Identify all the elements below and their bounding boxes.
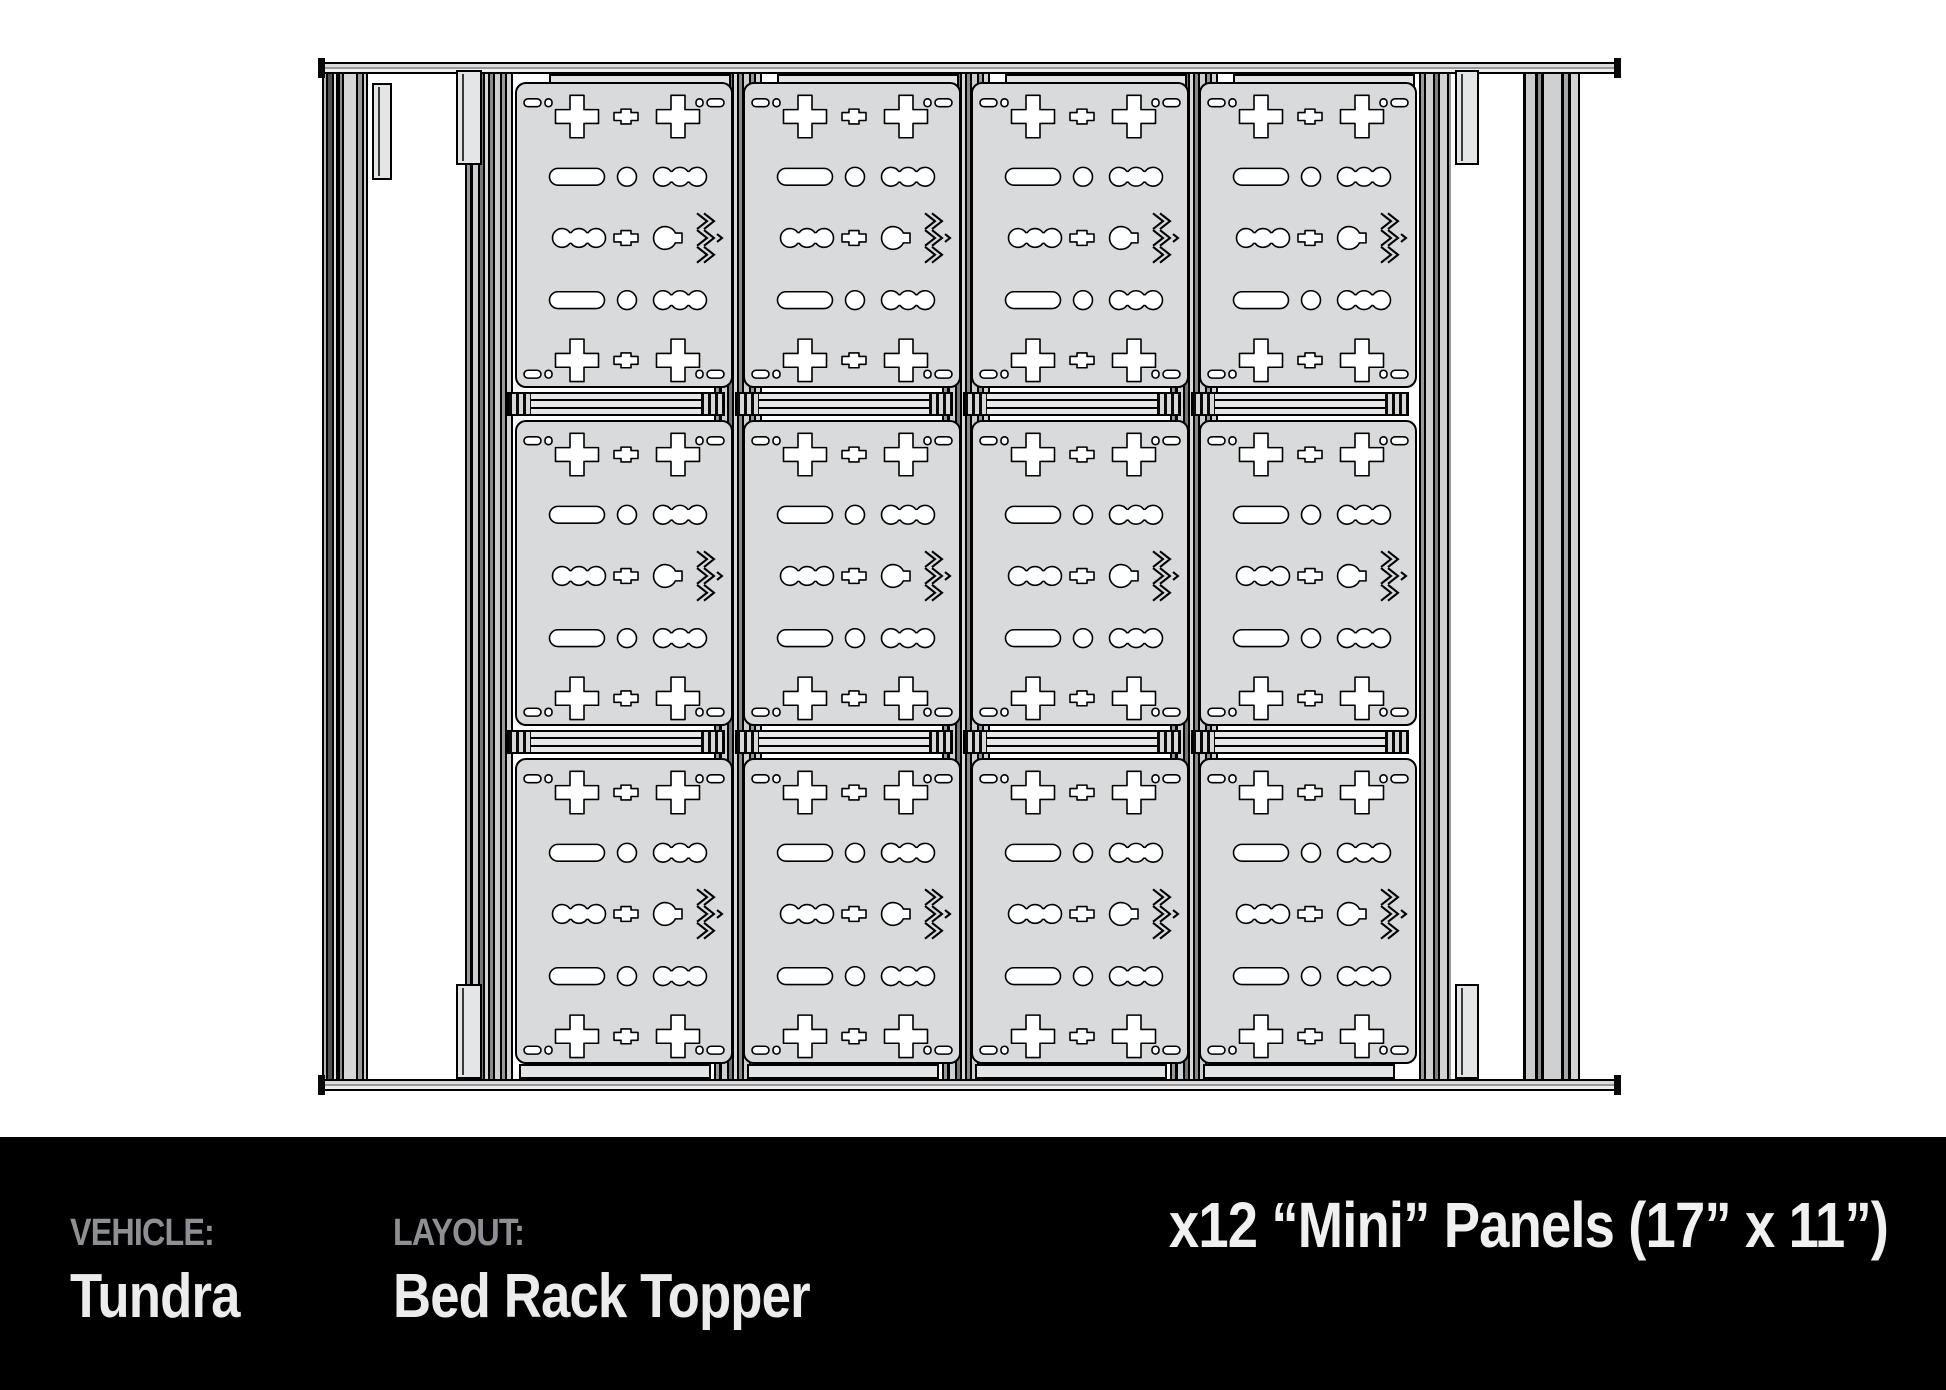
left-side-rail bbox=[322, 73, 368, 1079]
mini-panel bbox=[1199, 82, 1417, 388]
crossbar-end-cap bbox=[965, 732, 987, 752]
mount-bracket-bottom-right bbox=[1455, 984, 1479, 1079]
crossbar-line bbox=[531, 399, 701, 401]
mini-panel-drawing bbox=[1199, 420, 1417, 726]
mini-panel-drawing bbox=[515, 420, 733, 726]
vehicle-value: Tundra bbox=[70, 1262, 240, 1331]
vehicle-label: VEHICLE: bbox=[70, 1212, 214, 1254]
crossbar-end-cap bbox=[965, 394, 987, 414]
top-crossbar bbox=[320, 62, 1620, 74]
layout-label: LAYOUT: bbox=[393, 1212, 525, 1254]
crossbar-end-cap bbox=[929, 732, 951, 752]
mount-bracket-top-right bbox=[1455, 70, 1479, 165]
crossbar-end-cap bbox=[737, 394, 759, 414]
mini-panel bbox=[1199, 420, 1417, 726]
crossbar-line bbox=[531, 737, 701, 739]
mini-panel bbox=[515, 758, 733, 1064]
crossbar-end-cap bbox=[737, 732, 759, 752]
panel-count-text: x12 “Mini” Panels (17” x 11”) bbox=[1168, 1189, 1888, 1261]
rear-crossmember-strip bbox=[519, 1064, 711, 1079]
mini-panel-drawing bbox=[1199, 758, 1417, 1064]
mini-panel bbox=[743, 82, 961, 388]
crossbar-end-cap bbox=[1157, 732, 1179, 752]
info-bar bbox=[0, 1137, 1946, 1390]
crossbar-segment bbox=[1191, 392, 1409, 416]
mini-panel-drawing bbox=[971, 758, 1189, 1064]
rear-crossmember-strip bbox=[747, 1064, 939, 1079]
crossbar-line bbox=[759, 737, 929, 739]
crossbar-line bbox=[1215, 737, 1385, 739]
crossbar-line bbox=[987, 399, 1157, 401]
crossbar-segment bbox=[507, 392, 725, 416]
crossbar-line bbox=[759, 745, 929, 747]
mini-panel-drawing bbox=[515, 82, 733, 388]
top-bar-right-cap bbox=[1614, 58, 1621, 78]
crossbar-end-cap bbox=[1193, 732, 1215, 752]
mini-panel bbox=[515, 82, 733, 388]
crossbar-line bbox=[1215, 399, 1385, 401]
mini-panel-drawing bbox=[971, 420, 1189, 726]
crossbar-end-cap bbox=[509, 732, 531, 752]
mini-panel-drawing bbox=[743, 758, 961, 1064]
crossbar-line bbox=[759, 399, 929, 401]
crossbar-end-cap bbox=[701, 732, 723, 752]
mini-panel-drawing bbox=[1199, 82, 1417, 388]
crossbar-segment bbox=[963, 392, 1181, 416]
crossbar-line bbox=[987, 745, 1157, 747]
crossbar-end-cap bbox=[1385, 732, 1407, 752]
bottom-bar-left-cap bbox=[318, 1075, 325, 1095]
crossbar-end-cap bbox=[1193, 394, 1215, 414]
crossbar-line bbox=[1215, 407, 1385, 409]
mounting-rail-1 bbox=[465, 73, 513, 1079]
mini-panel bbox=[743, 758, 961, 1064]
crossbar-segment bbox=[1191, 730, 1409, 754]
crossbar-end-cap bbox=[509, 394, 531, 414]
crossbar-segment bbox=[735, 392, 953, 416]
mount-bracket-top-left-outer bbox=[372, 83, 392, 180]
rear-crossmember-strip bbox=[1203, 1064, 1395, 1079]
mount-bracket-top-left bbox=[456, 70, 482, 165]
mounting-rail-5 bbox=[1419, 73, 1451, 1079]
mini-panel bbox=[971, 420, 1189, 726]
crossbar-line bbox=[531, 745, 701, 747]
crossbar-line bbox=[1215, 745, 1385, 747]
mount-bracket-bottom-left bbox=[456, 984, 482, 1079]
crossbar-end-cap bbox=[701, 394, 723, 414]
layout-value: Bed Rack Topper bbox=[393, 1262, 810, 1331]
mini-panel bbox=[971, 758, 1189, 1064]
mini-panel bbox=[515, 420, 733, 726]
crossbar-end-cap bbox=[1385, 394, 1407, 414]
crossbar-end-cap bbox=[929, 394, 951, 414]
top-bar-left-cap bbox=[318, 58, 325, 78]
crossbar-segment bbox=[963, 730, 1181, 754]
crossbar-line bbox=[531, 407, 701, 409]
mini-panel bbox=[1199, 758, 1417, 1064]
bottom-bar-right-cap bbox=[1614, 1075, 1621, 1095]
mini-panel-drawing bbox=[971, 82, 1189, 388]
crossbar-segment bbox=[507, 730, 725, 754]
mini-panel bbox=[971, 82, 1189, 388]
crossbar-end-cap bbox=[1157, 394, 1179, 414]
crossbar-segment bbox=[735, 730, 953, 754]
rear-crossmember-strip bbox=[975, 1064, 1167, 1079]
crossbar-line bbox=[759, 407, 929, 409]
bottom-crossbar bbox=[320, 1079, 1620, 1091]
crossbar-line bbox=[987, 407, 1157, 409]
right-side-rail bbox=[1523, 73, 1580, 1079]
mini-panel-drawing bbox=[515, 758, 733, 1064]
mini-panel-drawing bbox=[743, 420, 961, 726]
mini-panel-drawing bbox=[743, 82, 961, 388]
crossbar-line bbox=[987, 737, 1157, 739]
mini-panel bbox=[743, 420, 961, 726]
